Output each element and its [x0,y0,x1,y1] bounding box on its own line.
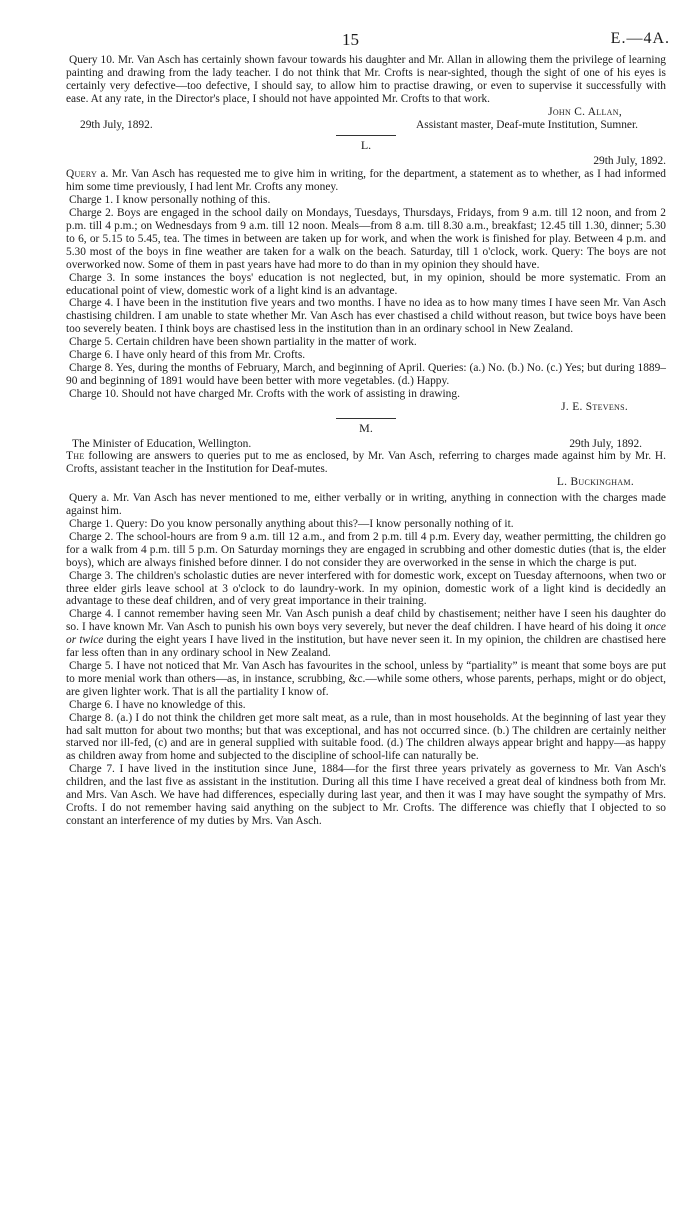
section-m-para: Charge 8. (a.) I do not think the children get more salt meat, as a rule, than in most households. At the beginning of last year they had salt mutton for about two months; but that was exceptional, and has not occurred since. (b.) The children are certainly neither starved nor ill-fed, (c) and are in general supplied with suitable food. (d.) The children always appear bright and happy—as happy as children away from home and subjected to the discipline of school-life can naturally be. [66,711,666,763]
document-reference: E.—4A. [610,30,670,47]
section-m-para: Charge 7. I have lived in the institution since June, 1884—for the first three years privately as governess to Mr. Van Asch's children, and the last five as assistant in the institution. During all this time I have received a great deal of kindness both from Mr. and Mrs. Van Asch. We have had differences, especially during last year, and then it was I may have sought the sympathy of Mrs. Crofts. I do not remember having said anything on the subject to Mr. Crofts. The difference was chiefly that I objected to so constant an interference of my duties by Mrs. Van Asch. [66,763,666,827]
addressee: The Minister of Education, Wellington. [72,437,252,450]
section-l-para: Charge 8. Yes, during the months of February, March, and beginning of April. Queries: (a.) No. (b.) No. (c.) Yes; but during 1889–90 and beginning of 1891 would have been better with more vegetables. (d.) Happy. [66,361,666,387]
section-l-query: Query a. Mr. Van Asch has requested me to give him in writing, for the department, a statement as to whether, as I had informed him some time previously, I had lent Mr. Crofts any money. [66,168,666,194]
buckingham-signature: L. Buckingham. [556,476,634,489]
section-l-para: Charge 6. I have only heard of this from Mr. Crofts. [69,349,306,362]
section-m-para: Charge 3. The children's scholastic duties are never interfered with for domestic work, except on Tuesday afternoons, when two or three elder girls leave school at 3 o'clock to do laundry-work. In my opinion, domestic work of a light kind is decidedly an advantage to these deaf children, and of very great importance in their training. [66,569,666,608]
allan-title: Assistant master, Deaf-mute Institution, Sumner. [416,118,638,131]
section-m-intro: The following are answers to queries put to me as enclosed, by Mr. Van Asch, referring to charges made against him by Mr. H. Crofts, assistant teacher in the Institution for Deaf-mutes. [66,450,666,476]
section-m-date: 29th July, 1892. [569,437,642,450]
section-m-para: Charge 5. I have not noticed that Mr. Van Asch has favourites in the school, unless by “partiality” is meant that some boys are put to more menial work than others—as, in instance, scrubbing, &c.—while some others, whose parents, perhaps, might or do object, are given lighter work. That is all the partiality I know of. [66,659,666,698]
section-l-para: Charge 5. Certain children have been shown partiality in the matter of work. [69,336,417,349]
section-m-para: Charge 2. The school-hours are from 9 a.m. till 12 a.m., and from 2 p.m. till 4 p.m. Every day, weather permitting, the children go for a walk from 4 p.m. till 5 p.m. On Saturday mornings they are engaged in scrubbing and other domestic duties (that is, the elder boys), which are always finished before dinner. I do not consider they are overworked in the sense in which the charge is put. [66,530,666,569]
section-l-para: Charge 3. In some instances the boys' education is not neglected, but, in my opinion, should be more systematic. From an educational point of view, domestic work of a light kind is an advantage. [66,271,666,297]
section-l-heading: L. [360,138,372,153]
section-l-para: Charge 1. I know personally nothing of this. [69,194,271,207]
section-l-date: 29th July, 1892. [593,155,666,168]
section-divider [336,135,396,136]
section-l-para: Charge 10. Should not have charged Mr. Crofts with the work of assisting in drawing. [69,387,460,400]
allan-signature-line [66,106,666,119]
section-l-para: Charge 2. Boys are engaged in the school daily on Mondays, Tuesdays, Thursdays, Fridays, from 9 a.m. till 12 noon, and from 2 p.m. till 4 p.m.; on Wednesdays from 9 a.m. till 12 noon. Meals—from 8 a.m. till 8.30 a.m., breakfast; 12.45 till 1.30, dinner; 5.30 to 6, or 5.15 to 5.45, tea. The times in between are taken up for work, and when the work is finished for play. Between 4 p.m. and 5.30 most of the boys in fine weather are taken for a walk on the beach. Saturday, till 1 o'clock, work. Query: The boys are not overworked now. Some of them in past years have had more to do than in my opinion they should have. [66,207,666,271]
page-header [66,30,670,54]
document-page [66,30,670,828]
section-divider [336,418,396,419]
query-10-paragraph: Query 10. Mr. Van Asch has certainly shown favour towards his daughter and Mr. Allan in allowing them the privilege of learning painting and drawing from the lady teacher. I do not think that Mr. Crofts is near-sighted, though the sight of one of his eyes is certainly very defective—too defective, I should say, to allow him to practise drawing, or even to supervise it successfully with ease. At any rate, in the Director's place, I should not have appointed Mr. Crofts to that work. [66,54,666,105]
section-m-heading: M. [359,420,373,435]
section-l-para: Charge 4. I have been in the institution five years and two months. I have no idea as to how many times I have seen Mr. Van Asch chastising children. I am unable to state whether Mr. Van Asch has ever chastised a child without reason, but twice boys have been too severely beaten. I think boys are chastised less in the institution than in an ordinary school in New Zealand. [66,297,666,336]
section-m-para: Charge 1. Query: Do you know personally anything about this?—I know personally nothing of it. [69,518,514,530]
section-m-para: Query a. Mr. Van Asch has never mentioned to me, either verbally or in writing, anything in connection with the charges made against him. [66,492,666,518]
section-m-address-line [66,438,666,451]
emphasis-once-or-twice: once or twice [66,621,666,647]
section-m-charge-4: Charge 4. I cannot remember having seen Mr. Van Asch punish a deaf child by chastisement; neither have I seen his daughter do so. I have known Mr. Van Asch to punish his own boys very severely, but never the deaf children. I have heard of his doing it once or twice during the eight years I have lived in the institution, but have never seen it. In my opinion, the children are chastised here far less often than in any ordinary school in New Zealand. [66,608,666,660]
allan-date: 29th July, 1892. [80,118,153,131]
section-m-para: Charge 6. I have no knowledge of this. [69,698,246,711]
page-number: 15 [342,30,359,49]
intro-label: The [66,450,85,463]
query-label: Query [66,168,98,181]
stevens-signature: J. E. Stevens. [561,400,628,413]
allan-signature: John C. Allan, [548,105,622,118]
allan-date-title-line [66,119,666,132]
